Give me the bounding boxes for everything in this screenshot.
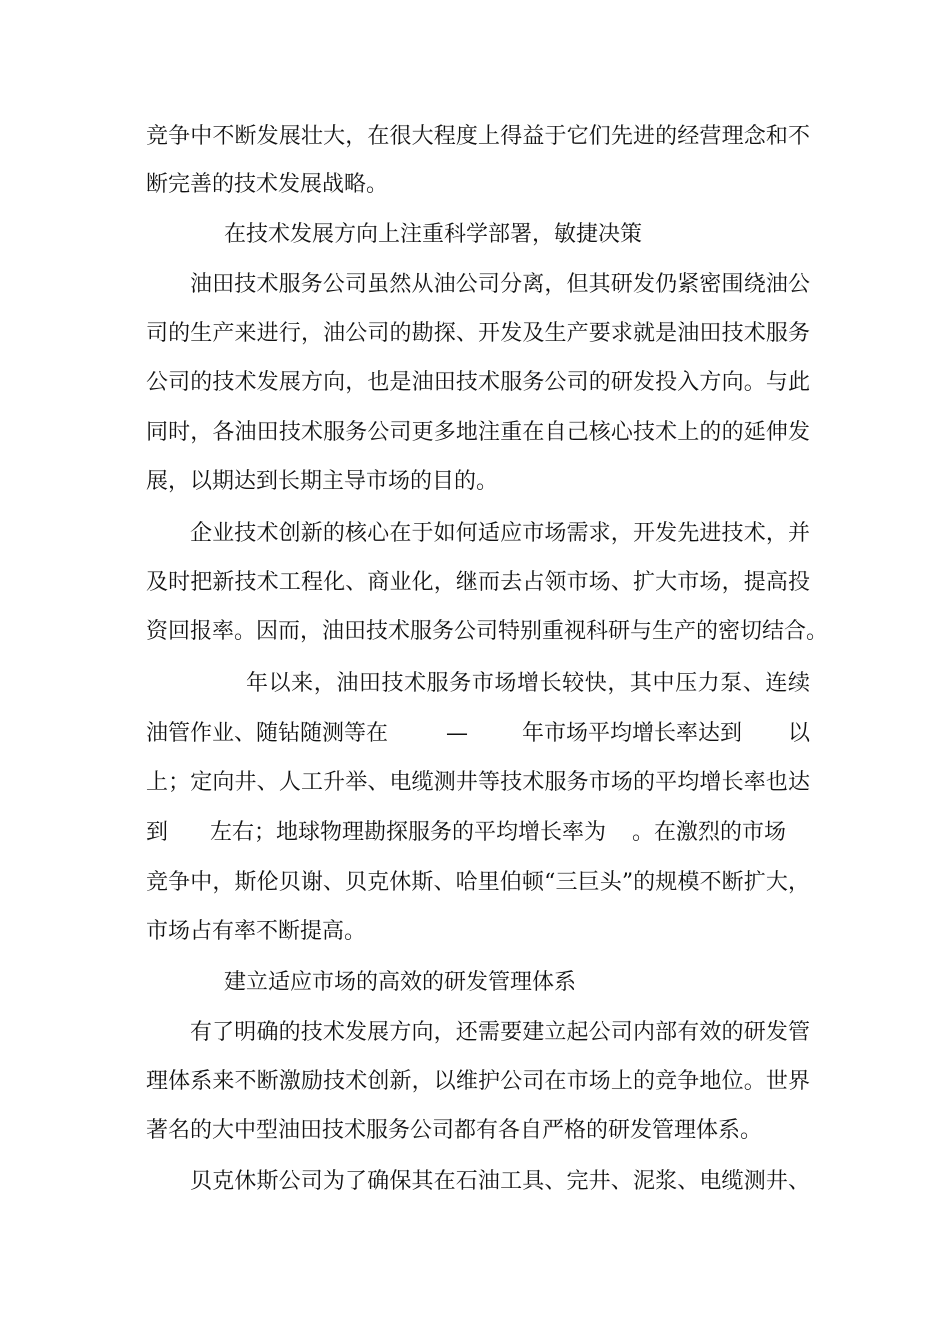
text-fragment: 年市场平均增长率达到 [522,721,743,746]
paragraph-line [146,818,810,848]
paragraph-line [146,719,810,749]
paragraph-line: 年以来，油田技术服务市场增长较快，其中压力泵、连续 [246,671,810,696]
text-fragment: 以 [788,721,811,746]
paragraph-line: 贝克休斯公司为了确保其在石油工具、完井、泥浆、电缆测井、 [190,1169,810,1194]
section-heading: 建立适应市场的高效的研发管理体系 [224,970,577,995]
paragraph-line: 有了明确的技术发展方向，还需要建立起公司内部有效的研发管 [190,1020,810,1045]
paragraph-line: 断完善的技术发展战略。 [146,172,389,197]
paragraph-line: 上；定向井、人工升举、电缆测井等技术服务市场的平均增长率也达 [146,770,810,795]
paragraph-line: 理体系来不断激励技术创新，以维护公司在市场上的竞争地位。世界 [146,1069,810,1094]
text-fragment: 左右；地球物理勘探服务的平均增长率为 [210,820,607,845]
paragraph-line: 资回报率。因而，油田技术服务公司特别重视科研与生产的密切结合。 [146,619,829,644]
text-fragment: 到 [146,820,169,845]
text-fragment: 。在激烈的市场 [632,820,787,845]
paragraph-line: 油田技术服务公司虽然从油公司分离，但其研发仍紧密围绕油公 [190,272,810,297]
paragraph-line: 竞争中，斯伦贝谢、贝克休斯、哈里伯顿“三巨头”的规模不断扩大， [146,870,810,895]
paragraph-line: 企业技术创新的核心在于如何适应市场需求，开发先进技术，并 [190,521,810,546]
paragraph-line: 著名的大中型油田技术服务公司都有各自严格的研发管理体系。 [146,1118,763,1143]
paragraph-line: 竞争中不断发展壮大，在很大程度上得益于它们先进的经营理念和不 [146,124,810,149]
paragraph-line: 司的生产来进行，油公司的勘探、开发及生产要求就是油田技术服务 [146,321,810,346]
text-fragment: — [446,721,468,746]
paragraph-line: 同时，各油田技术服务公司更多地注重在自己核心技术上的的延伸发 [146,420,810,445]
text-fragment: 油管作业、随钻随测等在 [146,721,389,746]
paragraph-line: 公司的技术发展方向，也是油田技术服务公司的研发投入方向。与此 [146,370,810,395]
section-heading: 在技术发展方向上注重科学部署，敏捷决策 [224,222,643,247]
paragraph-line: 及时把新技术工程化、商业化，继而去占领市场、扩大市场，提高投 [146,570,810,595]
paragraph-line: 市场占有率不断提高。 [146,919,367,944]
paragraph-line: 展，以期达到长期主导市场的目的。 [146,469,499,494]
